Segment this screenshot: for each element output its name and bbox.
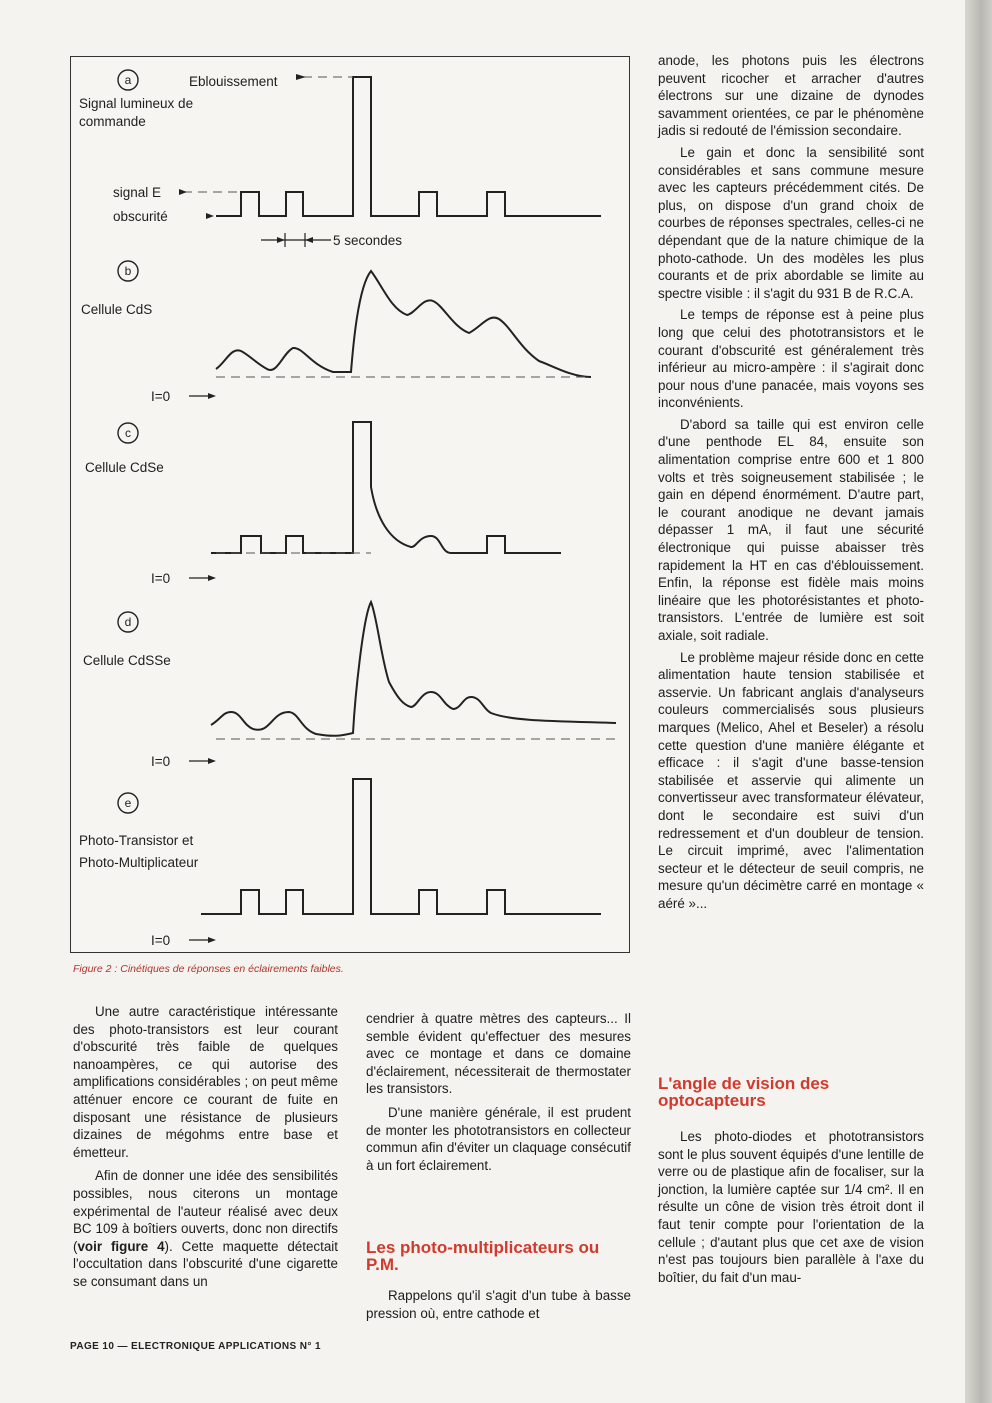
panel-c-letter: c xyxy=(125,426,131,440)
col3-paragraph-5: Le problème majeur réside donc en cette alimentation haute tension stabilisée et asservie. Un fabricant anglais d'analyseurs couleurs commercialisés sous plusieurs marques (Melico, Ahel et Beseler) a résolu cette question d'une manière élégante et efficace : il s'agit d'une basse-tension stabilisée et asservie qui alimente un convertisseur avec transformateur élévateur, dont le secondaire est suivi d'un redressement et d'un doubleur de tension. Le circuit imprimé, avec l'alimentation secteur et le détecteur de seuil compris, ne mesure qu'un décimètre carré en montage « aéré »... xyxy=(658,649,924,911)
panel-c-title: Cellule CdSe xyxy=(85,460,164,475)
panel-a-title-2: commande xyxy=(79,114,146,129)
col1-paragraph-2 xyxy=(73,1167,338,1290)
five-seconds-label: 5 secondes xyxy=(333,233,403,248)
section-heading-angle: L'angle de vision des optocapteurs xyxy=(658,1074,830,1110)
response-kinetics-diagram xyxy=(71,57,631,954)
panel-d-title: Cellule CdSSe xyxy=(83,653,171,668)
col3-paragraph-1: anode, les photons puis les électrons peuvent ricocher et arracher d'autres électrons sur une dizaine de dynodes savamment orientées, ce par le phénomène jadis si redouté de l'émission secondaire. xyxy=(658,53,924,139)
col3-paragraph-6: Les photo-diodes et phototransistors sont le plus souvent équipés d'une lentille de verre ou de plastique afin de focaliser, sur la jonction, la lumière captée sur 1/4 cm². Il en résulte un cône de vision très étroit dont il faut tenir compte pour l'orientation de la cellule ; d'autant plus que cet axe de vision n'est pas toujours bien parallèle à l'axe du boîtier, du fait d'un mau- xyxy=(658,1129,924,1285)
col2-paragraph-1: cendrier à quatre mètres des capteurs... Il semble évident qu'effectuer des mesures avec ce montage et dans ce domaine d'éclairement, nécessiterait de thermostater les transistors. xyxy=(366,1011,631,1097)
panel-c-zero: I=0 xyxy=(151,571,171,586)
panel-d-zero: I=0 xyxy=(151,754,171,769)
cdsse-response-trace xyxy=(211,602,616,736)
page-footer: PAGE 10 — ELECTRONIQUE APPLICATIONS N° 1 xyxy=(70,1341,321,1352)
column-2 xyxy=(366,1010,631,1174)
phototransistor-response-trace xyxy=(201,779,601,914)
panel-e-zero: I=0 xyxy=(151,933,171,948)
signal-arrow-icon xyxy=(179,189,187,195)
control-signal-trace xyxy=(216,77,601,216)
page-binding-edge xyxy=(965,0,992,1403)
cds-response-trace xyxy=(216,271,591,377)
signal-label: signal E xyxy=(113,185,162,200)
column-2-continued xyxy=(366,1287,631,1322)
panel-d-letter: d xyxy=(124,615,132,629)
panel-a-title-1: Signal lumineux de xyxy=(79,96,194,111)
obscurite-label: obscurité xyxy=(113,209,168,224)
panel-e-letter: e xyxy=(124,796,132,810)
col3-paragraph-2: Le gain et donc la sensibilité sont considérables et sans commune mesure avec les capteurs précédemment cités. De plus, on dispose d'un grand choix de courbes de réponses spectrales, celles-ci ne dépendant que de la nature chimique de la photo-cathode. Un des modèles les plus courants et de prix abordable se limite au spectre visible : il s'agit du 931 B de R.C.A. xyxy=(658,144,924,301)
col3-paragraph-3: Le temps de réponse est à peine plus long que celui des phototransistors et le courant d'obscurité est généralement très inférieur au micro-ampère : il s'agirait donc pour nous d'une panacée, mais voyons ses inconvénients. xyxy=(658,307,924,411)
obscurite-arrow-icon xyxy=(206,213,214,219)
col1-p2-text-b: ). Cette maquette détectait l'occultation dans l'obscurité d'une cigarette se consumant dans un xyxy=(73,1238,338,1289)
panel-b-zero: I=0 xyxy=(151,389,171,404)
col1-paragraph-1: Une autre caractéristique intéressante des photo-transistors est leur courant d'obscurité très faible de quelques nanoampères, ce qui autorise des amplifications considérables ; on peut même atténuer encore ce courant de fuite en disposant une résistance de plusieurs dizaines de mégohms entre base et émetteur. xyxy=(73,1004,338,1160)
column-3-continued xyxy=(658,1128,924,1286)
figure-caption: Figure 2 : Cinétiques de réponses en éclairements faibles. xyxy=(73,963,344,975)
column-1 xyxy=(73,1003,338,1291)
panel-e-title-1: Photo-Transistor et xyxy=(79,833,194,848)
panel-e-title-2: Photo-Multiplicateur xyxy=(79,855,199,870)
col1-p2-text-a: Afin de donner une idée des sensibilités possibles, nous citerons un montage expérimental de l'auteur réalisé avec deux BC 109 à boîtiers ouverts, donc non directifs ( xyxy=(73,1168,338,1254)
col2-paragraph-2: D'une manière générale, il est prudent de monter les phototransistors en collecteur commun afin d'éviter un claquage consécutif à un fort éclairement. xyxy=(366,1104,631,1173)
section-heading-pm: Les photo-multiplicateurs ou P.M. xyxy=(366,1238,600,1274)
col2-paragraph-3: Rappelons qu'il s'agit d'un tube à basse pression où, entre cathode et xyxy=(366,1288,631,1321)
cdse-response-trace xyxy=(211,422,561,553)
figure-4-reference: voir figure 4 xyxy=(77,1238,165,1254)
eblouissement-arrow-icon xyxy=(296,74,306,80)
figure-2-box xyxy=(70,56,630,953)
eblouissement-label: Eblouissement xyxy=(189,74,278,89)
panel-a-letter: a xyxy=(124,73,132,87)
col3-paragraph-4: D'abord sa taille qui est environ celle d'une penthode EL 84, ensuite son alimentation comprise entre 600 et 1 800 volts et très soigneusement stabilisée ; le gain en dépend énormément. D'autre part, le courant anodique ne devant jamais dépasser 1 mA, il faut une sécurité électronique qui puisse abaisser très rapidement la HT en cas d'éblouissement. Enfin, la réponse est fidèle mais moins linéaire que les photorésistantes et photo-transistors. L'entrée de lumière est soit axiale, soit radiale. xyxy=(658,416,924,643)
panel-b-letter: b xyxy=(124,264,132,278)
panel-b-title: Cellule CdS xyxy=(81,302,153,317)
column-3 xyxy=(658,52,924,913)
